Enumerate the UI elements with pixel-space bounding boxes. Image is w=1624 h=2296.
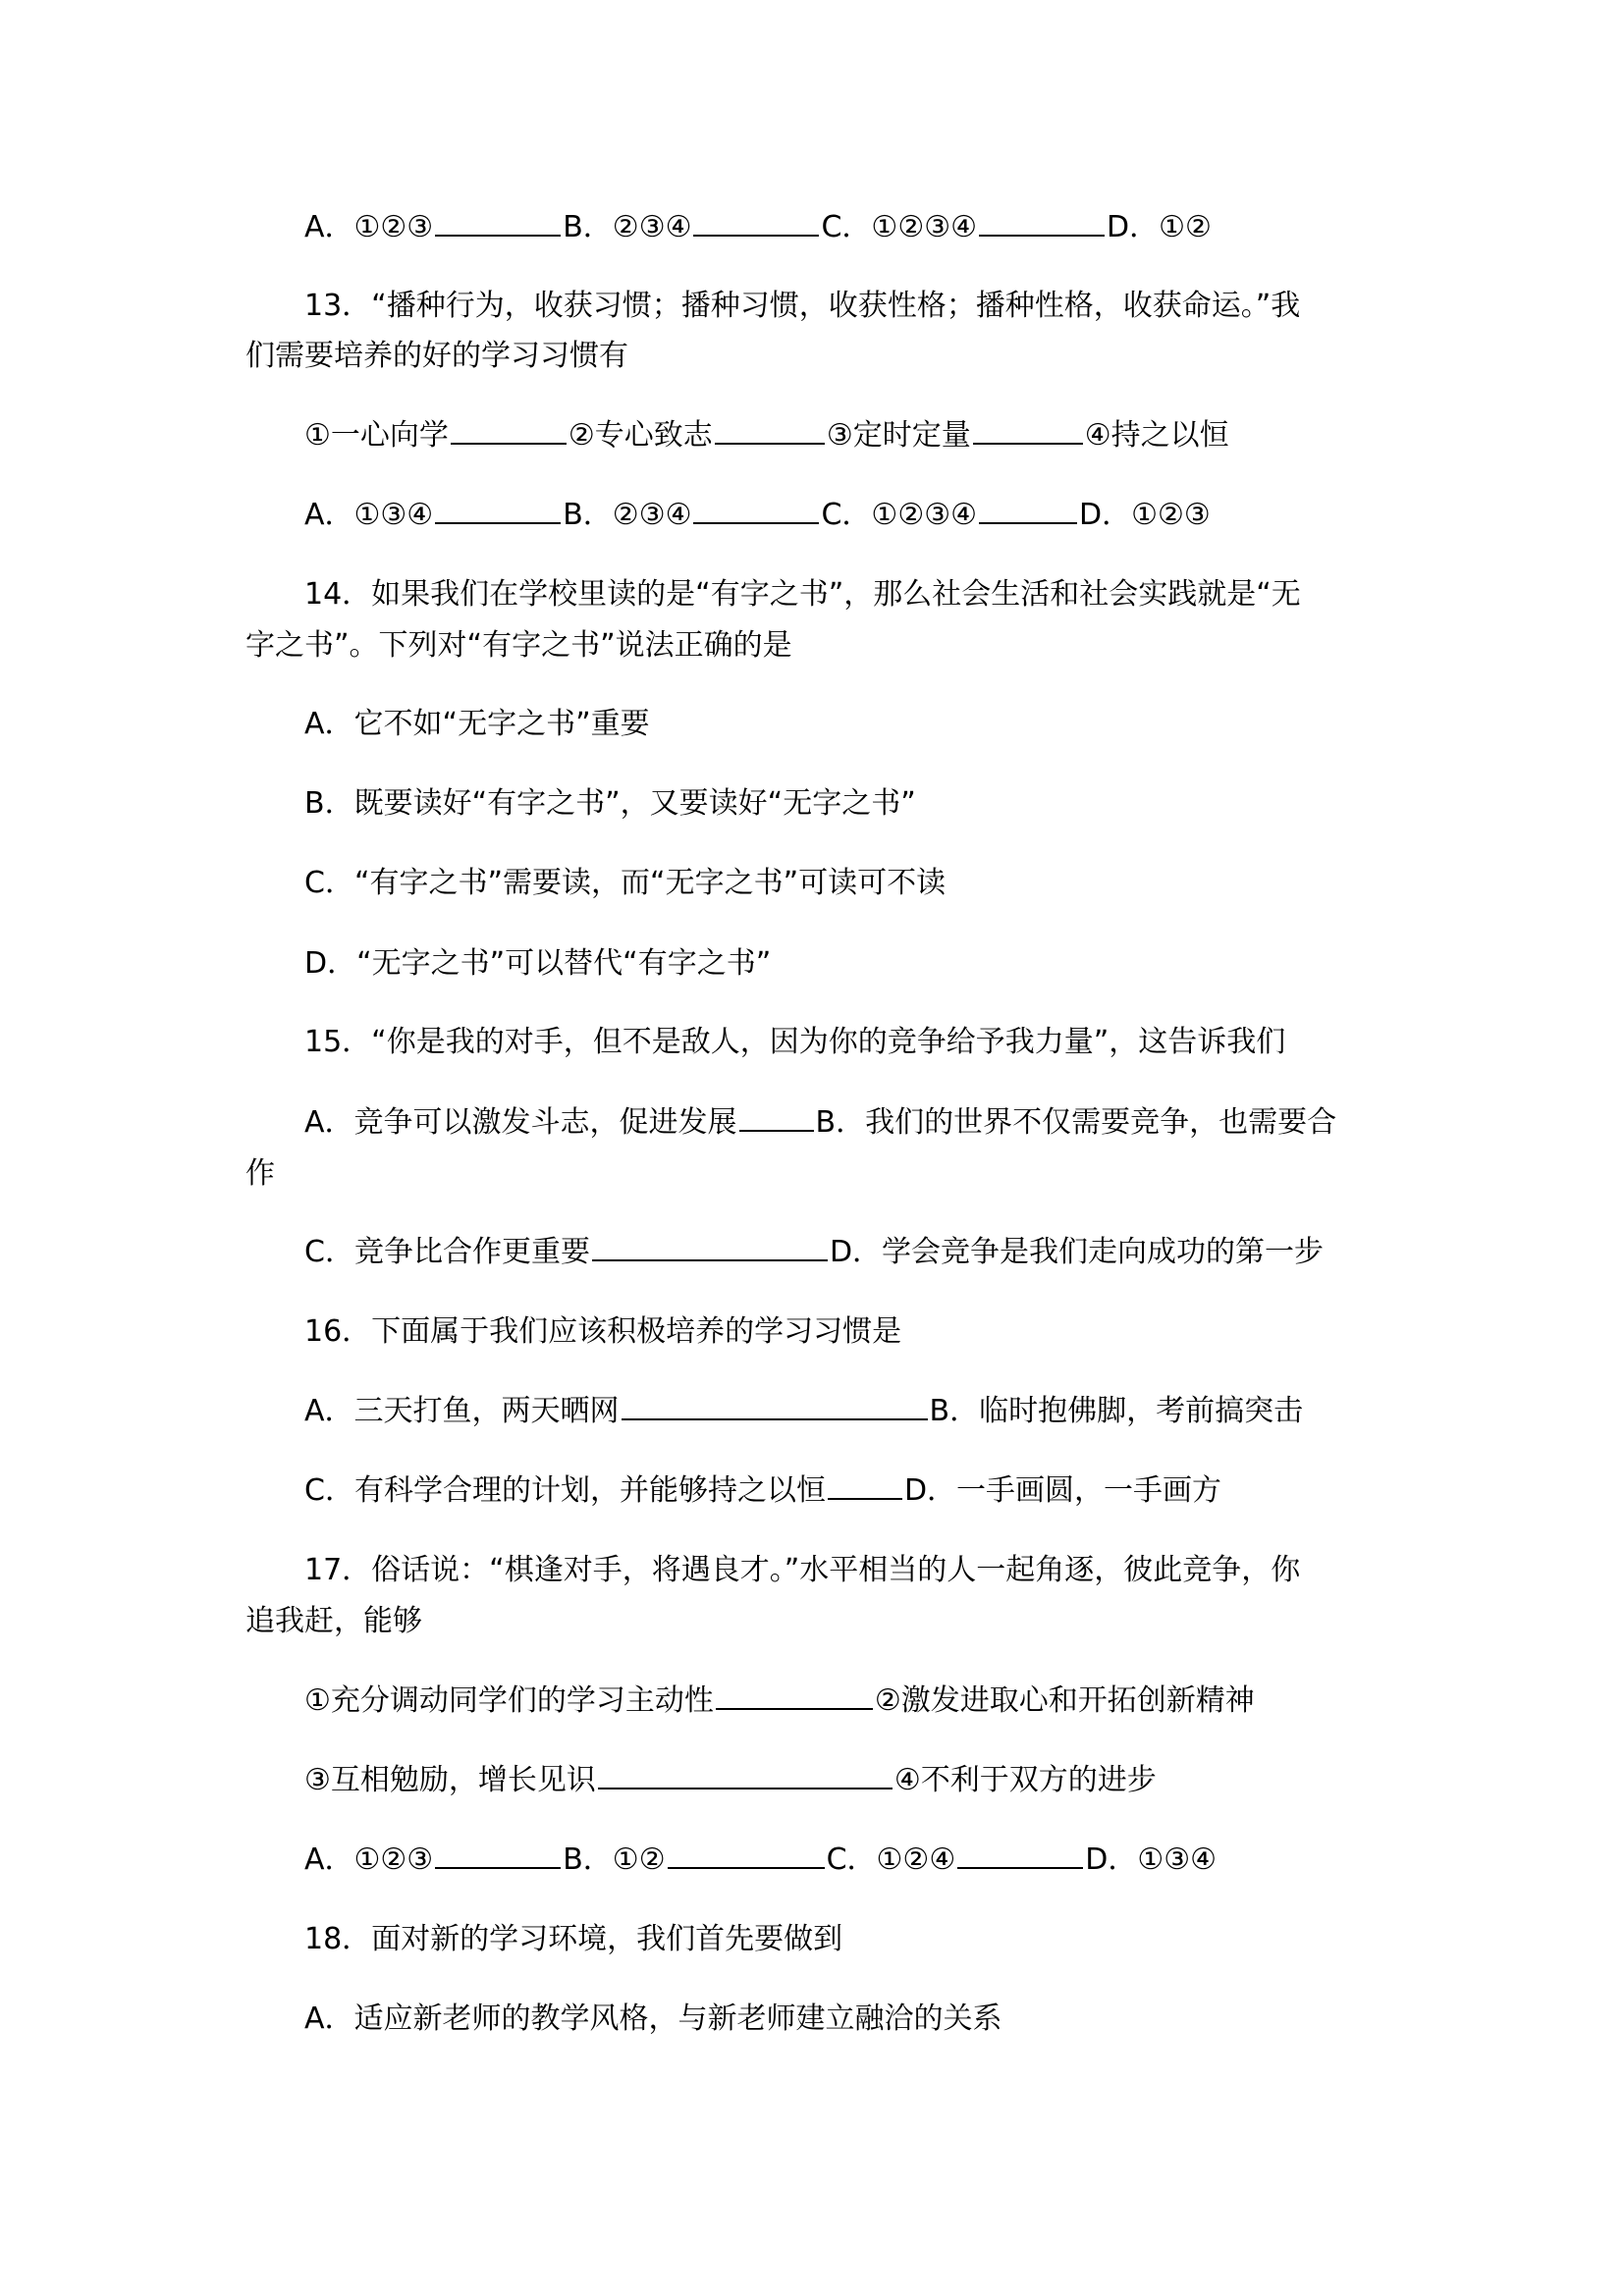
answer-blank [592, 1234, 828, 1261]
q17-stem-line1: 17．俗话说：“棋逢对手，将遇良才。”水平相当的人一起角逐，彼此竞争，你 [304, 1553, 1301, 1587]
q14-option-a: A．它不如“无字之书”重要 [304, 707, 650, 741]
q12-option-a: A．①②③ [304, 210, 434, 244]
q17-option-b: B．①② [563, 1842, 666, 1877]
answer-blank [979, 209, 1105, 237]
q12-option-d: D．①② [1107, 210, 1212, 244]
q14-stem-line1: 14．如果我们在学校里读的是“有字之书”，那么社会生活和社会实践就是“无 [304, 577, 1301, 612]
q12-option-b: B．②③④ [563, 210, 692, 244]
q15-stem: 15．“你是我的对手，但不是敌人，因为你的竞争给予我力量”，这告诉我们 [304, 1025, 1286, 1059]
q17-item-1: ①充分调动同学们的学习主动性 [304, 1683, 714, 1718]
q14-option-d: D．“无字之书”可以替代“有字之书” [304, 946, 772, 981]
q14-stem-line2: 字之书”。下列对“有字之书”说法正确的是 [245, 628, 792, 663]
q13-stem-line1: 13．“播种行为，收获习惯；播种习惯，收获性格；播种性格，收获命运。”我 [304, 289, 1301, 323]
q16-options-cd-line [304, 1471, 1384, 1511]
answer-blank [715, 417, 825, 445]
q16-stem: 16．下面属于我们应该积极培养的学习习惯是 [304, 1314, 902, 1349]
answer-blank [435, 1842, 561, 1869]
q15-option-b-continued: 作 [245, 1156, 275, 1191]
q15-option-d: D．学会竞争是我们走向成功的第一步 [829, 1235, 1325, 1269]
answer-blank [973, 417, 1083, 445]
q15-option-b: B．我们的世界不仅需要竞争，也需要合 [815, 1105, 1337, 1140]
q13-item-2: ②专心致志 [568, 418, 713, 453]
q13-stem-line2: 们需要培养的好的学习习惯有 [245, 339, 628, 373]
q17-option-a: A．①②③ [304, 1842, 434, 1877]
q17-item-2: ②激发进取心和开拓创新精神 [874, 1683, 1255, 1718]
q13-item-4: ④持之以恒 [1084, 418, 1229, 453]
q13-items-line [304, 416, 1384, 455]
q17-item-3: ③互相勉励，增长见识 [304, 1763, 596, 1797]
q14-option-b: B．既要读好“有字之书”，又要读好“无字之书” [304, 786, 916, 821]
q13-item-1: ①一心向学 [304, 418, 449, 453]
answer-blank [979, 497, 1077, 524]
q17-stem-line2: 追我赶，能够 [245, 1604, 422, 1638]
q16-option-c: C．有科学合理的计划，并能够持之以恒 [304, 1473, 826, 1508]
q18-stem: 18．面对新的学习环境，我们首先要做到 [304, 1922, 843, 1956]
q16-options-ab-line [304, 1392, 1384, 1431]
q12-option-c: C．①②③④ [821, 210, 978, 244]
q16-option-a: A．三天打鱼，两天晒网 [304, 1394, 620, 1428]
q17-options-line [304, 1841, 1384, 1880]
answer-blank [693, 209, 819, 237]
q13-options-line [304, 496, 1384, 535]
q15-options-cd-line [304, 1233, 1384, 1272]
answer-blank [957, 1842, 1083, 1869]
q13-option-a: A．①③④ [304, 498, 434, 532]
q17-items-12-line [304, 1682, 1384, 1721]
q16-option-b: B．临时抱佛脚，考前搞突击 [929, 1394, 1304, 1428]
answer-blank [693, 497, 819, 524]
q18-option-a: A．适应新老师的教学风格，与新老师建立融洽的关系 [304, 2002, 1002, 2036]
answer-blank [828, 1472, 902, 1500]
answer-blank [668, 1842, 825, 1869]
q12-options-line [304, 208, 1384, 247]
q15-options-ab-line [304, 1103, 1384, 1143]
q17-items-34-line [304, 1761, 1384, 1800]
q13-option-c: C．①②③④ [821, 498, 978, 532]
q13-option-d: D．①②③ [1079, 498, 1211, 532]
answer-blank [622, 1393, 928, 1420]
q14-option-c: C．“有字之书”需要读，而“无字之书”可读可不读 [304, 866, 947, 900]
q17-option-c: C．①②④ [826, 1842, 956, 1877]
answer-blank [435, 209, 561, 237]
q13-item-3: ③定时定量 [826, 418, 971, 453]
q17-item-4: ④不利于双方的进步 [893, 1763, 1157, 1797]
q13-option-b: B．②③④ [563, 498, 692, 532]
q15-option-a: A．竞争可以激发斗志，促进发展 [304, 1105, 737, 1140]
answer-blank [598, 1762, 893, 1789]
q17-option-d: D．①③④ [1085, 1842, 1218, 1877]
answer-blank [716, 1682, 873, 1710]
q15-option-c: C．竞争比合作更重要 [304, 1235, 590, 1269]
answer-blank [451, 417, 567, 445]
answer-blank [435, 497, 561, 524]
answer-blank [739, 1104, 814, 1132]
q16-option-d: D．一手画圆，一手画方 [903, 1473, 1222, 1508]
